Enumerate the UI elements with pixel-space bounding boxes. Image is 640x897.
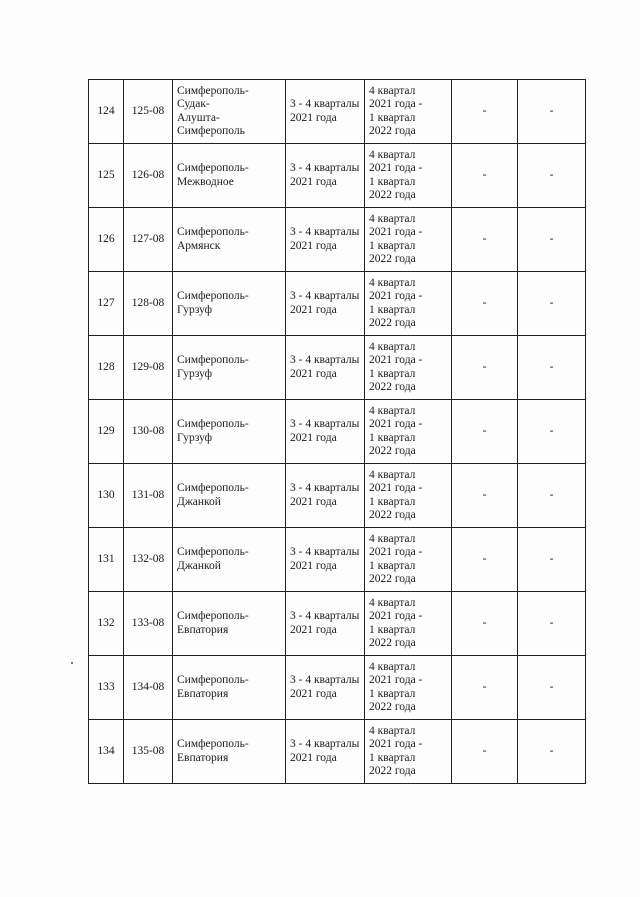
start-period-cell: 3 - 4 кварталы 2021 года: [286, 656, 365, 720]
end-period-line: 4 квартал: [369, 84, 416, 97]
end-period-line: 2022 года: [369, 637, 416, 649]
route-name-line: Джанкой: [177, 495, 221, 508]
end-period-cell: [365, 592, 452, 656]
table-row: [89, 656, 586, 720]
end-period-line: 2022 года: [369, 445, 416, 457]
end-period-line: 2022 года: [369, 317, 416, 329]
route-name-line: Гурзуф: [177, 431, 213, 444]
dash-cell: -: [452, 400, 518, 464]
start-period-cell: 3 - 4 кварталы 2021 года: [286, 720, 365, 784]
end-period-line: 2021 года -: [369, 354, 423, 366]
route-name-line: Гурзуф: [177, 367, 213, 380]
table-row: [89, 592, 586, 656]
row-number-cell: 131: [89, 528, 124, 592]
end-period-line: 4 квартал: [369, 468, 416, 481]
start-period-cell: 3 - 4 кварталы 2021 года: [286, 336, 365, 400]
row-number-cell: 128: [89, 336, 124, 400]
end-period-line: 1 квартал: [369, 687, 416, 700]
table-row: [89, 528, 586, 592]
start-period-cell: 3 - 4 кварталы 2021 года: [286, 528, 365, 592]
route-name-cell: [173, 720, 286, 784]
end-period-line: 2022 года: [369, 381, 416, 393]
end-period-line: 1 квартал: [369, 751, 416, 764]
dash-cell: -: [518, 656, 586, 720]
end-period-line: 1 квартал: [369, 623, 416, 636]
end-period-line: 4 квартал: [369, 596, 416, 609]
dash-cell: -: [452, 656, 518, 720]
route-name-cell: [173, 208, 286, 272]
end-period-line: 2022 года: [369, 253, 416, 265]
table-row: [89, 720, 586, 784]
row-number-cell: 124: [89, 80, 124, 144]
route-code-cell: 125-08: [124, 80, 173, 144]
route-name-line: Симферополь-Судак-: [177, 84, 249, 110]
route-code-cell: 130-08: [124, 400, 173, 464]
end-period-line: 2021 года -: [369, 738, 423, 750]
route-name-cell: [173, 592, 286, 656]
route-name-cell: [173, 656, 286, 720]
end-period-line: 4 квартал: [369, 660, 416, 673]
table-row: [89, 400, 586, 464]
route-code-cell: 126-08: [124, 144, 173, 208]
table-row: [89, 336, 586, 400]
route-name-cell: [173, 464, 286, 528]
end-period-cell: [365, 336, 452, 400]
end-period-line: 4 квартал: [369, 276, 416, 289]
dash-cell: -: [452, 144, 518, 208]
end-period-line: 4 квартал: [369, 340, 416, 353]
row-number-cell: 129: [89, 400, 124, 464]
end-period-line: 1 квартал: [369, 559, 416, 572]
route-code-cell: 134-08: [124, 656, 173, 720]
dash-cell: -: [452, 80, 518, 144]
route-code-cell: 129-08: [124, 336, 173, 400]
route-name-cell: [173, 144, 286, 208]
end-period-cell: [365, 464, 452, 528]
end-period-line: 1 квартал: [369, 239, 416, 252]
route-name-cell: [173, 336, 286, 400]
row-number-cell: 127: [89, 272, 124, 336]
end-period-cell: [365, 80, 452, 144]
end-period-line: 2022 года: [369, 573, 416, 585]
route-name-line: Симферополь-: [177, 226, 249, 238]
dash-cell: -: [452, 592, 518, 656]
end-period-line: 2021 года -: [369, 546, 423, 558]
dash-cell: -: [452, 464, 518, 528]
route-code-cell: 127-08: [124, 208, 173, 272]
route-name-line: Симферополь-: [177, 354, 249, 366]
table-row: [89, 272, 586, 336]
end-period-line: 2021 года -: [369, 482, 423, 494]
row-number-cell: 130: [89, 464, 124, 528]
dash-cell: -: [452, 272, 518, 336]
end-period-line: 2022 года: [369, 765, 416, 777]
end-period-cell: [365, 720, 452, 784]
route-name-cell: [173, 272, 286, 336]
end-period-cell: [365, 272, 452, 336]
route-name-line: Алушта-: [177, 111, 220, 124]
route-name-cell: [173, 528, 286, 592]
route-name-line: Симферополь-: [177, 162, 249, 174]
dash-cell: -: [518, 208, 586, 272]
end-period-line: 1 квартал: [369, 495, 416, 508]
dash-cell: -: [452, 528, 518, 592]
start-period-cell: 3 - 4 кварталы 2021 года: [286, 400, 365, 464]
route-name-line: Армянск: [177, 239, 221, 252]
table-row: [89, 144, 586, 208]
end-period-cell: [365, 656, 452, 720]
end-period-line: 1 квартал: [369, 175, 416, 188]
row-number-cell: 133: [89, 656, 124, 720]
route-name-cell: [173, 400, 286, 464]
end-period-line: 2022 года: [369, 509, 416, 521]
end-period-line: 4 квартал: [369, 148, 416, 161]
end-period-line: 2021 года -: [369, 674, 423, 686]
route-name-line: Евпатория: [177, 623, 229, 636]
route-name-line: Евпатория: [177, 751, 229, 764]
end-period-line: 1 квартал: [369, 367, 416, 380]
route-name-line: Симферополь-: [177, 290, 249, 302]
dash-cell: -: [518, 272, 586, 336]
end-period-line: 2021 года -: [369, 226, 423, 238]
dash-cell: -: [518, 336, 586, 400]
end-period-line: 4 квартал: [369, 404, 416, 417]
start-period-cell: 3 - 4 кварталы 2021 года: [286, 272, 365, 336]
routes-table-body: [89, 80, 586, 784]
route-code-cell: 131-08: [124, 464, 173, 528]
end-period-line: 1 квартал: [369, 303, 416, 316]
start-period-cell: 3 - 4 кварталы 2021 года: [286, 208, 365, 272]
route-name-line: Гурзуф: [177, 303, 213, 316]
route-name-line: Симферополь-: [177, 610, 249, 622]
route-name-line: Симферополь: [177, 125, 245, 137]
end-period-line: 1 квартал: [369, 111, 416, 124]
dash-cell: -: [452, 208, 518, 272]
end-period-line: 4 квартал: [369, 532, 416, 545]
dash-cell: -: [518, 144, 586, 208]
start-period-cell: 3 - 4 кварталы 2021 года: [286, 464, 365, 528]
end-period-line: 2022 года: [369, 701, 416, 713]
end-period-cell: [365, 144, 452, 208]
end-period-line: 2021 года -: [369, 98, 423, 110]
dash-cell: -: [518, 80, 586, 144]
end-period-line: 2022 года: [369, 189, 416, 201]
end-period-cell: [365, 208, 452, 272]
dash-cell: -: [518, 592, 586, 656]
end-period-cell: [365, 400, 452, 464]
route-name-line: Симферополь-: [177, 418, 249, 430]
row-number-cell: 134: [89, 720, 124, 784]
dash-cell: -: [452, 720, 518, 784]
route-code-cell: 133-08: [124, 592, 173, 656]
row-number-cell: 132: [89, 592, 124, 656]
end-period-line: 1 квартал: [369, 431, 416, 444]
start-period-cell: 3 - 4 кварталы 2021 года: [286, 592, 365, 656]
end-period-line: 2021 года -: [369, 162, 423, 174]
end-period-line: 4 квартал: [369, 212, 416, 225]
route-name-cell: [173, 80, 286, 144]
dash-cell: -: [452, 336, 518, 400]
table-row: [89, 208, 586, 272]
dash-cell: -: [518, 528, 586, 592]
route-name-line: Евпатория: [177, 687, 229, 700]
route-code-cell: 132-08: [124, 528, 173, 592]
row-number-cell: 126: [89, 208, 124, 272]
route-name-line: Симферополь-: [177, 482, 249, 494]
table-row: [89, 80, 586, 144]
route-name-line: Межводное: [177, 175, 234, 188]
route-name-line: Джанкой: [177, 559, 221, 572]
end-period-line: 2021 года -: [369, 610, 423, 622]
end-period-cell: [365, 528, 452, 592]
scan-speck: [71, 662, 73, 664]
start-period-cell: 3 - 4 кварталы 2021 года: [286, 80, 365, 144]
end-period-line: 4 квартал: [369, 724, 416, 737]
end-period-line: 2021 года -: [369, 418, 423, 430]
dash-cell: -: [518, 464, 586, 528]
dash-cell: -: [518, 720, 586, 784]
route-code-cell: 128-08: [124, 272, 173, 336]
route-name-line: Симферополь-: [177, 674, 249, 686]
start-period-cell: 3 - 4 кварталы 2021 года: [286, 144, 365, 208]
route-code-cell: 135-08: [124, 720, 173, 784]
dash-cell: -: [518, 400, 586, 464]
end-period-line: 2021 года -: [369, 290, 423, 302]
table-row: [89, 464, 586, 528]
routes-table: [88, 79, 586, 784]
end-period-line: 2022 года: [369, 125, 416, 137]
row-number-cell: 125: [89, 144, 124, 208]
route-name-line: Симферополь-: [177, 738, 249, 750]
route-name-line: Симферополь-: [177, 546, 249, 558]
